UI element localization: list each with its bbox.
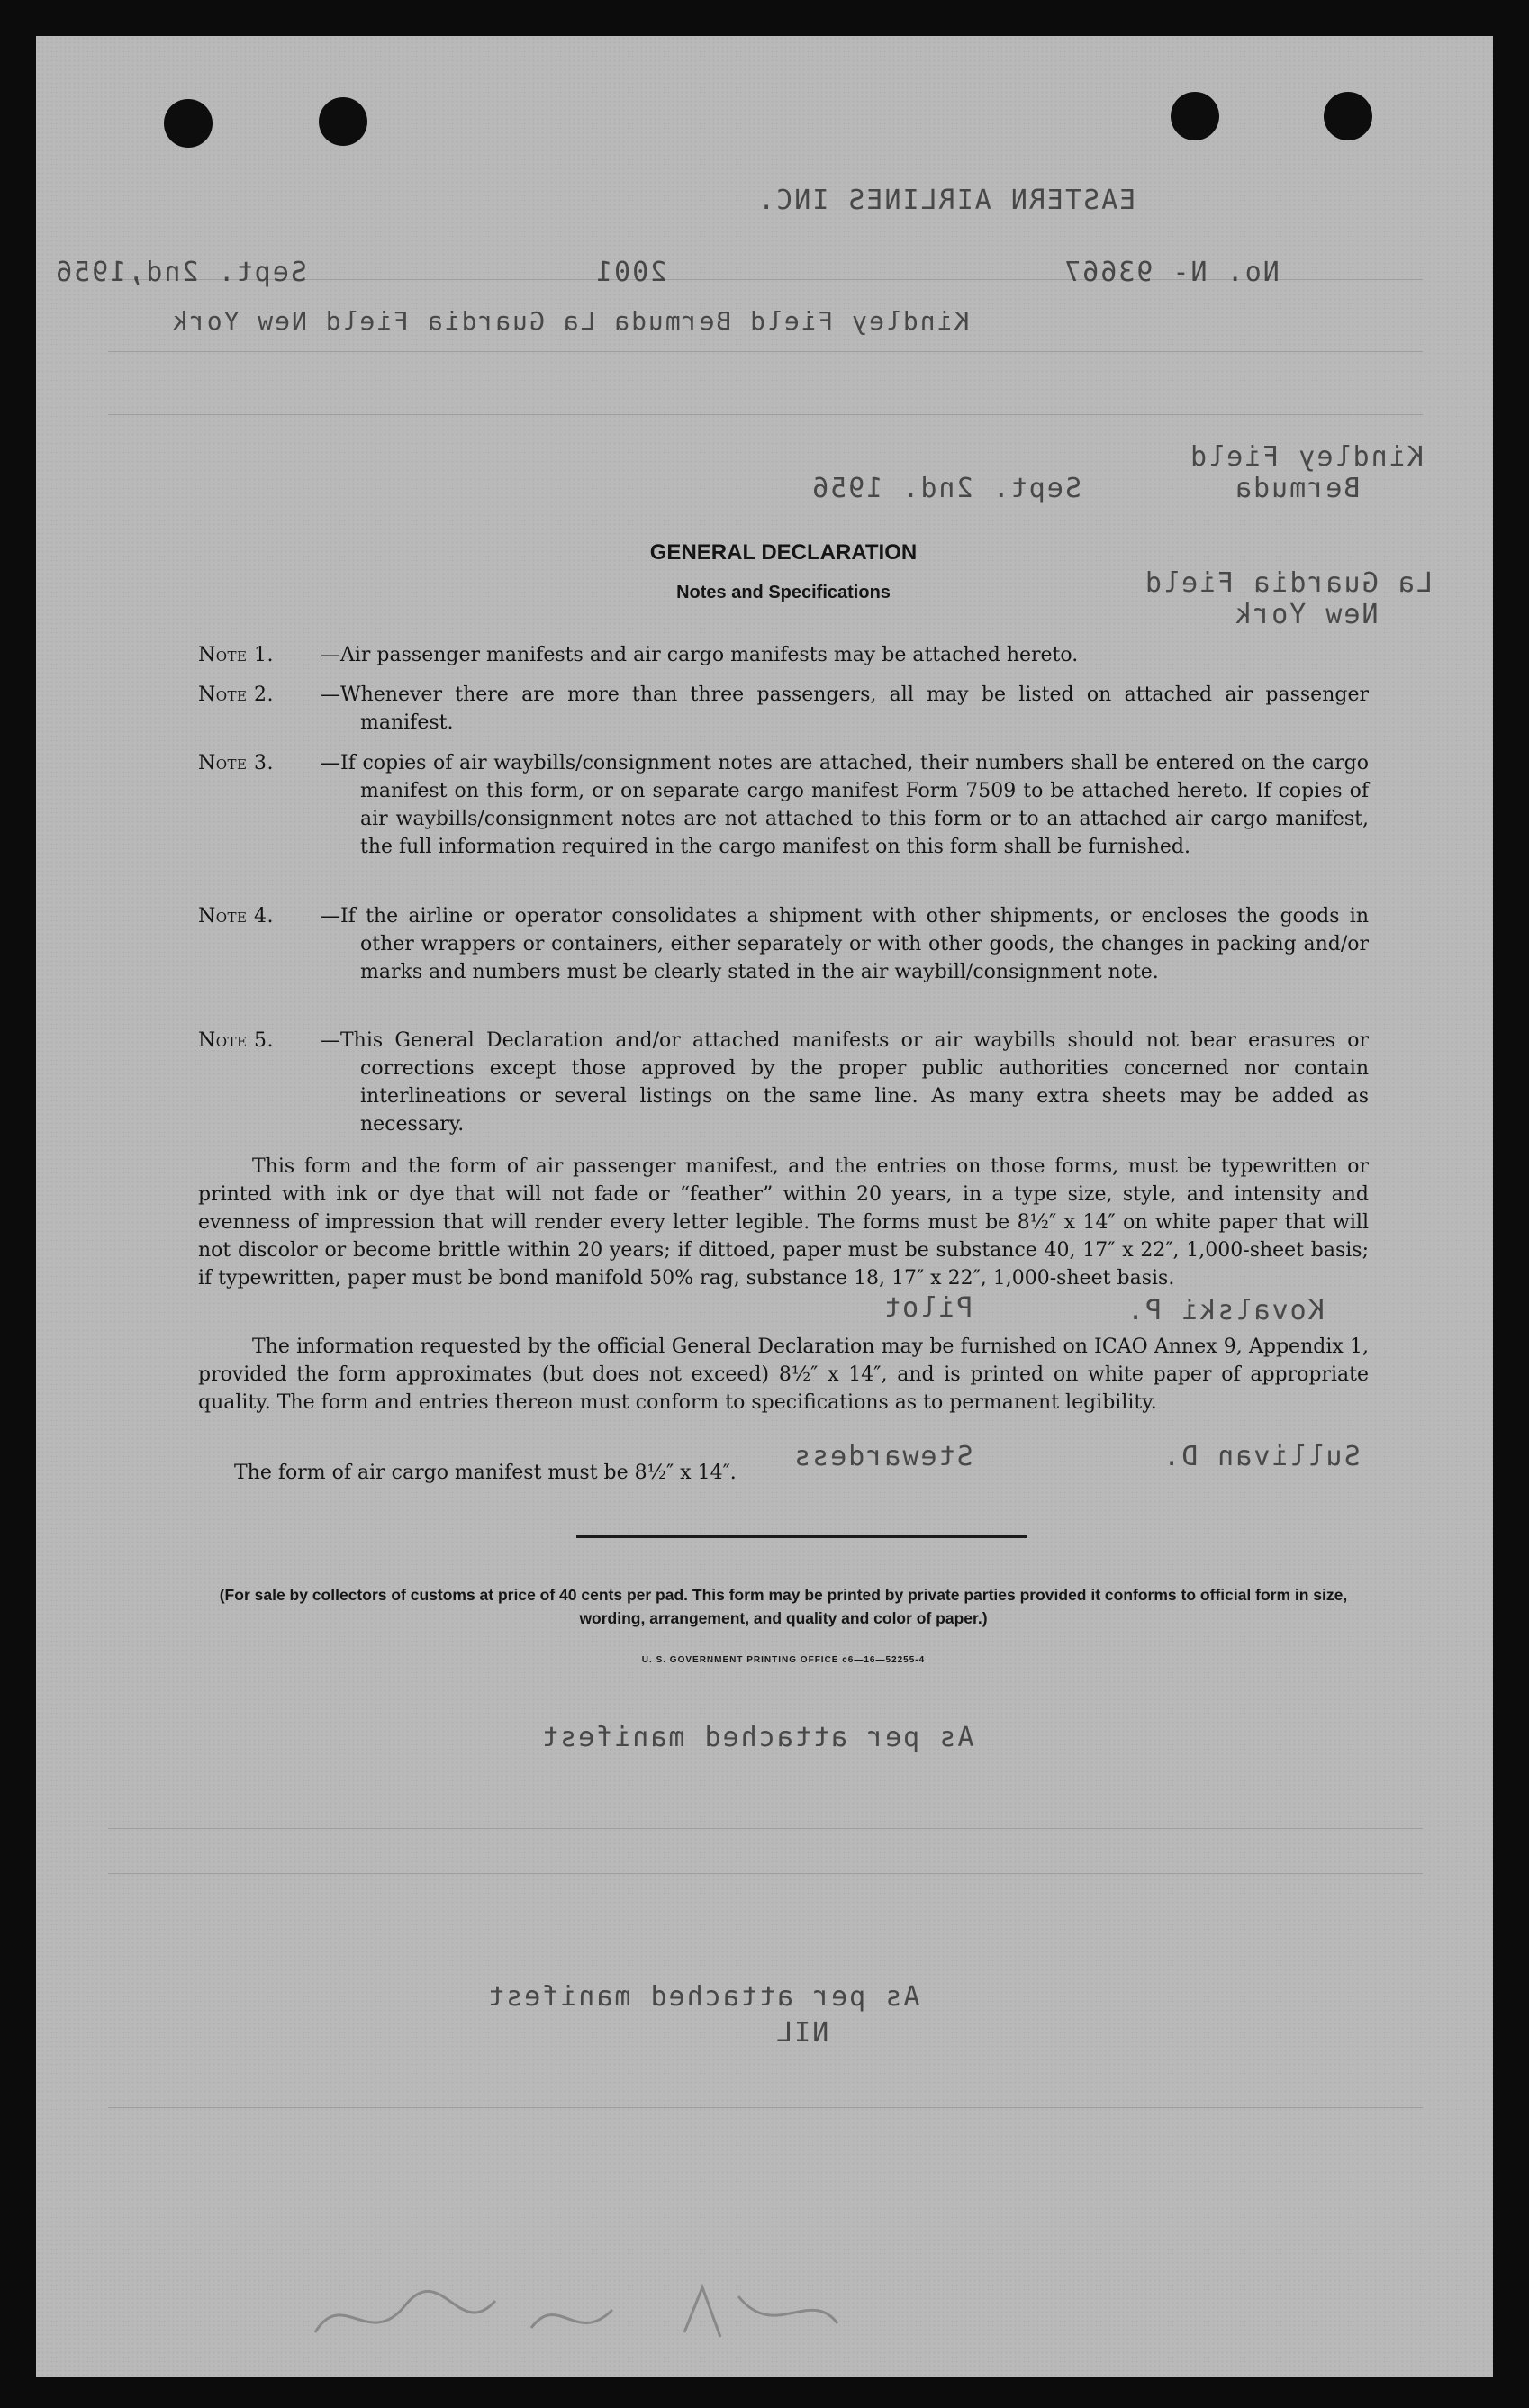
paragraph-icao: The information requested by the official General Declaration may be furnished on ICAO Annex 9, Appendix 1, provided the form approximates (but does not exceed) 8½″ x 14″, and is printed on white paper of appropriate quality. The form and entries thereon must conform to specifications as to permanent legibility. <box>198 1335 1369 1414</box>
bleed-crew-1: Kovalski P. <box>1126 1295 1325 1326</box>
note-label: Note 5. <box>198 1029 274 1052</box>
note-label: Note 4. <box>198 905 274 928</box>
sale-notice: (For sale by collectors of customs at price of 40 cents per pad. This form may be printed by private parties provided it conforms to official form in size, wording, arrangement, and quality and color of paper.) <box>219 1586 1348 1627</box>
ghost-rule <box>108 1873 1423 1874</box>
bleed-crew-2: Sullivan D. <box>1162 1441 1361 1472</box>
bleed-origin-date: Sept. 2nd. 1956 <box>810 473 1081 504</box>
signature-scribble <box>306 2278 846 2359</box>
bleed-airline: EASTERN AIRLINES INC. <box>756 185 1136 216</box>
bleed-manifest-2: As per attached manifest <box>486 1981 920 2013</box>
bleed-route: Kindley Field Bermuda La Guardia Field New York <box>171 306 970 336</box>
bleed-destination: La Guardia Field <box>1144 567 1433 599</box>
punch-hole-2 <box>319 97 367 146</box>
note-label: Note 3. <box>198 752 274 774</box>
document-page <box>36 36 1493 2377</box>
bleed-crew-2-role: Stewardess <box>792 1441 973 1472</box>
ghost-rule <box>108 414 1423 415</box>
bleed-origin-place: Bermuda <box>1234 473 1361 504</box>
note-2 <box>198 681 1369 738</box>
note-text: —Air passenger manifests and air cargo manifests may be attached hereto. <box>321 644 1079 666</box>
bleed-flight-code: 2001 <box>594 257 667 288</box>
bleed-destination-place: New York <box>1234 599 1379 630</box>
gpo-imprint: U. S. GOVERNMENT PRINTING OFFICE c6—16—52255-4 <box>641 1655 926 1665</box>
note-label: Note 1. <box>198 644 274 666</box>
ghost-rule <box>108 2107 1423 2108</box>
page-title: GENERAL DECLARATION <box>649 540 918 565</box>
divider <box>576 1535 1027 1538</box>
bleed-manifest-1: As per attached manifest <box>540 1722 974 1753</box>
note-text: —If copies of air waybills/consignment notes are attached, their numbers shall be entered on the cargo manifest on this form, or on separate cargo manifest Form 7509 to be attached hereto. If copies of air waybills/consignment notes are not attached to this form or to an attached air cargo manifest, the full information required in the cargo manifest on this form shall be furnished. <box>321 752 1369 858</box>
bleed-nil: NIL <box>774 2017 829 2049</box>
note-text: —Whenever there are more than three passengers, all may be listed on attached air passenger manifest. <box>321 683 1369 734</box>
ghost-rule <box>108 1828 1423 1829</box>
punch-hole-1 <box>164 99 213 148</box>
punch-hole-3 <box>1171 92 1219 140</box>
bleed-crew-1-role: Pilot <box>882 1292 973 1324</box>
bleed-date: Sept. 2nd,1956 <box>54 257 307 288</box>
ghost-rule <box>108 351 1423 352</box>
note-3 <box>198 749 1369 890</box>
note-5 <box>198 1027 1369 1138</box>
paragraph-cargo-manifest: The form of air cargo manifest must be 8½″ x 14″. <box>234 1462 737 1484</box>
note-text: —This General Declaration and/or attached manifests or air waybills should not bear erasures or corrections except those approved by the proper public authorities concerned nor contain interlineations or several listings on the same line. As many extra sheets may be added as necessary. <box>321 1029 1369 1136</box>
paragraph-form-requirements: This form and the form of air passenger manifest, and the entries on those forms, must be typewritten or printed with ink or dye that will not fade or “feather” within 20 years, in a type size, style, and intensity and evenness of impression that will render every letter legible. The forms must be 8½″ x 14″ on white paper that will not discolor or become brittle within 20 years; if dittoed, paper must be substance 40, 17″ x 22″, 1,000-sheet basis; if typewritten, paper must be bond manifold 50% rag, substance 18, 17″ x 22″, 1,000-sheet basis. <box>198 1155 1369 1290</box>
bleed-flight-no: No. N- 93667 <box>1063 257 1280 288</box>
page-subtitle: Notes and Specifications <box>676 583 891 602</box>
bleed-origin: Kindley Field <box>1189 441 1424 473</box>
punch-hole-4 <box>1324 92 1372 140</box>
note-1 <box>198 641 1369 670</box>
note-4 <box>198 902 1369 1014</box>
note-label: Note 2. <box>198 683 274 706</box>
note-text: —If the airline or operator consolidates a shipment with other shipments, or encloses the goods in other wrappers or containers, either separately or with other goods, the changes in packing and/or marks and numbers must be clearly stated in the air waybill/consignment note. <box>321 905 1369 983</box>
